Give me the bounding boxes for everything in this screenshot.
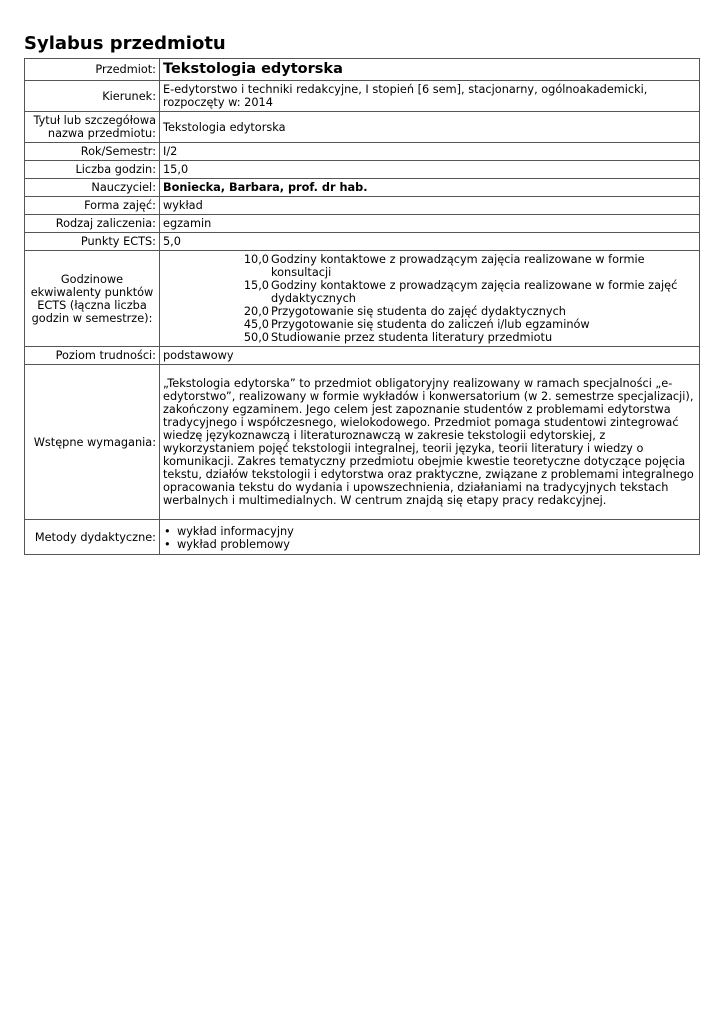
- value-metody: [160, 520, 700, 555]
- hours-item: [163, 318, 696, 331]
- hours-description: Przygotowanie się studenta do zajęć dydaktycznych: [271, 305, 566, 318]
- list-item: • wykład informacyjny: [177, 525, 696, 538]
- hours-description: Studiowanie przez studenta literatury przedmiotu: [271, 331, 553, 344]
- row-rok: [25, 143, 700, 161]
- value-poziom: podstawowy: [160, 347, 700, 365]
- hours-value: 50,0: [243, 331, 269, 344]
- page-title: Sylabus przedmiotu: [24, 33, 226, 54]
- value-nauczyciel: Boniecka, Barbara, prof. dr hab.: [160, 179, 700, 197]
- hours-value: 20,0: [243, 305, 269, 318]
- row-zaliczenie: [25, 215, 700, 233]
- label-przedmiot: Przedmiot:: [25, 59, 160, 81]
- hours-item: [163, 331, 696, 344]
- hours-description: Przygotowanie się studenta do zaliczeń i/lub egzaminów: [271, 318, 590, 331]
- row-ects: [25, 233, 700, 251]
- hours-item: [163, 253, 696, 279]
- hours-item: [163, 305, 696, 318]
- hours-value: 10,0: [243, 253, 269, 266]
- label-godziny: Liczba godzin:: [25, 161, 160, 179]
- row-ekwiwalenty: [25, 251, 700, 347]
- value-przedmiot: Tekstologia edytorska: [160, 59, 700, 81]
- methods-list: [163, 525, 696, 551]
- value-zaliczenie: egzamin: [160, 215, 700, 233]
- label-ekwiwalenty: Godzinowe ekwiwalenty punktów ECTS (łączna liczba godzin w semestrze):: [25, 251, 160, 347]
- hours-value: 15,0: [243, 279, 269, 292]
- label-kierunek: Kierunek:: [25, 81, 160, 112]
- row-metody: [25, 520, 700, 555]
- label-forma: Forma zajęć:: [25, 197, 160, 215]
- value-kierunek: E-edytorstwo i techniki redakcyjne, I stopień [6 sem], stacjonarny, ogólnoakademicki, rozpoczęty w: 2014: [160, 81, 700, 112]
- row-poziom: [25, 347, 700, 365]
- label-wymagania: Wstępne wymagania:: [25, 365, 160, 520]
- value-wymagania: „Tekstologia edytorska” to przedmiot obligatoryjny realizowany w ramach specjalności „e-edytorstwo”, realizowany w formie wykładów i konwersatorium (w 2. semestrze specjalizacji), zakończony egzaminem. Jego celem jest zapoznanie studentów z problemami edytorstwa tradycyjnego i współczesnego, wielokodowego. Przedmiot pomaga studentowi zintegrować wiedzę językoznawczą i literaturoznawczą w zakresie tekstologii edytorskiej, z wykorzystaniem pojęć tekstologii integralnej, teorii języka, teorii literatury i wiedzy o komunikacji. Zakres tematyczny przedmiotu obejmie kwestie teoretyczne dotyczące pojęcia tekstu, działów tekstologii i edytorstwa oraz praktyczne, związane z problemami integralnego opracowania tekstu do wydania i upowszechnienia, działaniami na tradycyjnych tekstach werbalnych i multimedialnych. W centrum znajdą się etapy pracy redakcyjnej.: [160, 365, 700, 520]
- label-poziom: Poziom trudności:: [25, 347, 160, 365]
- row-tytul: [25, 112, 700, 143]
- hours-item: [163, 279, 696, 305]
- label-nauczyciel: Nauczyciel:: [25, 179, 160, 197]
- value-ects: 5,0: [160, 233, 700, 251]
- label-tytul: Tytuł lub szczegółowa nazwa przedmiotu:: [25, 112, 160, 143]
- value-rok: I/2: [160, 143, 700, 161]
- row-przedmiot: [25, 59, 700, 81]
- row-kierunek: [25, 81, 700, 112]
- row-forma: [25, 197, 700, 215]
- label-metody: Metody dydaktyczne:: [25, 520, 160, 555]
- value-godziny: 15,0: [160, 161, 700, 179]
- label-zaliczenie: Rodzaj zaliczenia:: [25, 215, 160, 233]
- hours-description: Godziny kontaktowe z prowadzącym zajęcia realizowane w formie konsultacji: [271, 253, 645, 279]
- value-forma: wykład: [160, 197, 700, 215]
- value-tytul: Tekstologia edytorska: [160, 112, 700, 143]
- list-item: • wykład problemowy: [177, 538, 696, 551]
- label-rok: Rok/Semestr:: [25, 143, 160, 161]
- value-ekwiwalenty: [160, 251, 700, 347]
- syllabus-table: [24, 58, 700, 555]
- hours-value: 45,0: [243, 318, 269, 331]
- label-ects: Punkty ECTS:: [25, 233, 160, 251]
- hours-description: Godziny kontaktowe z prowadzącym zajęcia realizowane w formie zajęć dydaktycznych: [271, 279, 678, 305]
- row-wymagania: [25, 365, 700, 520]
- row-nauczyciel: [25, 179, 700, 197]
- row-godziny: [25, 161, 700, 179]
